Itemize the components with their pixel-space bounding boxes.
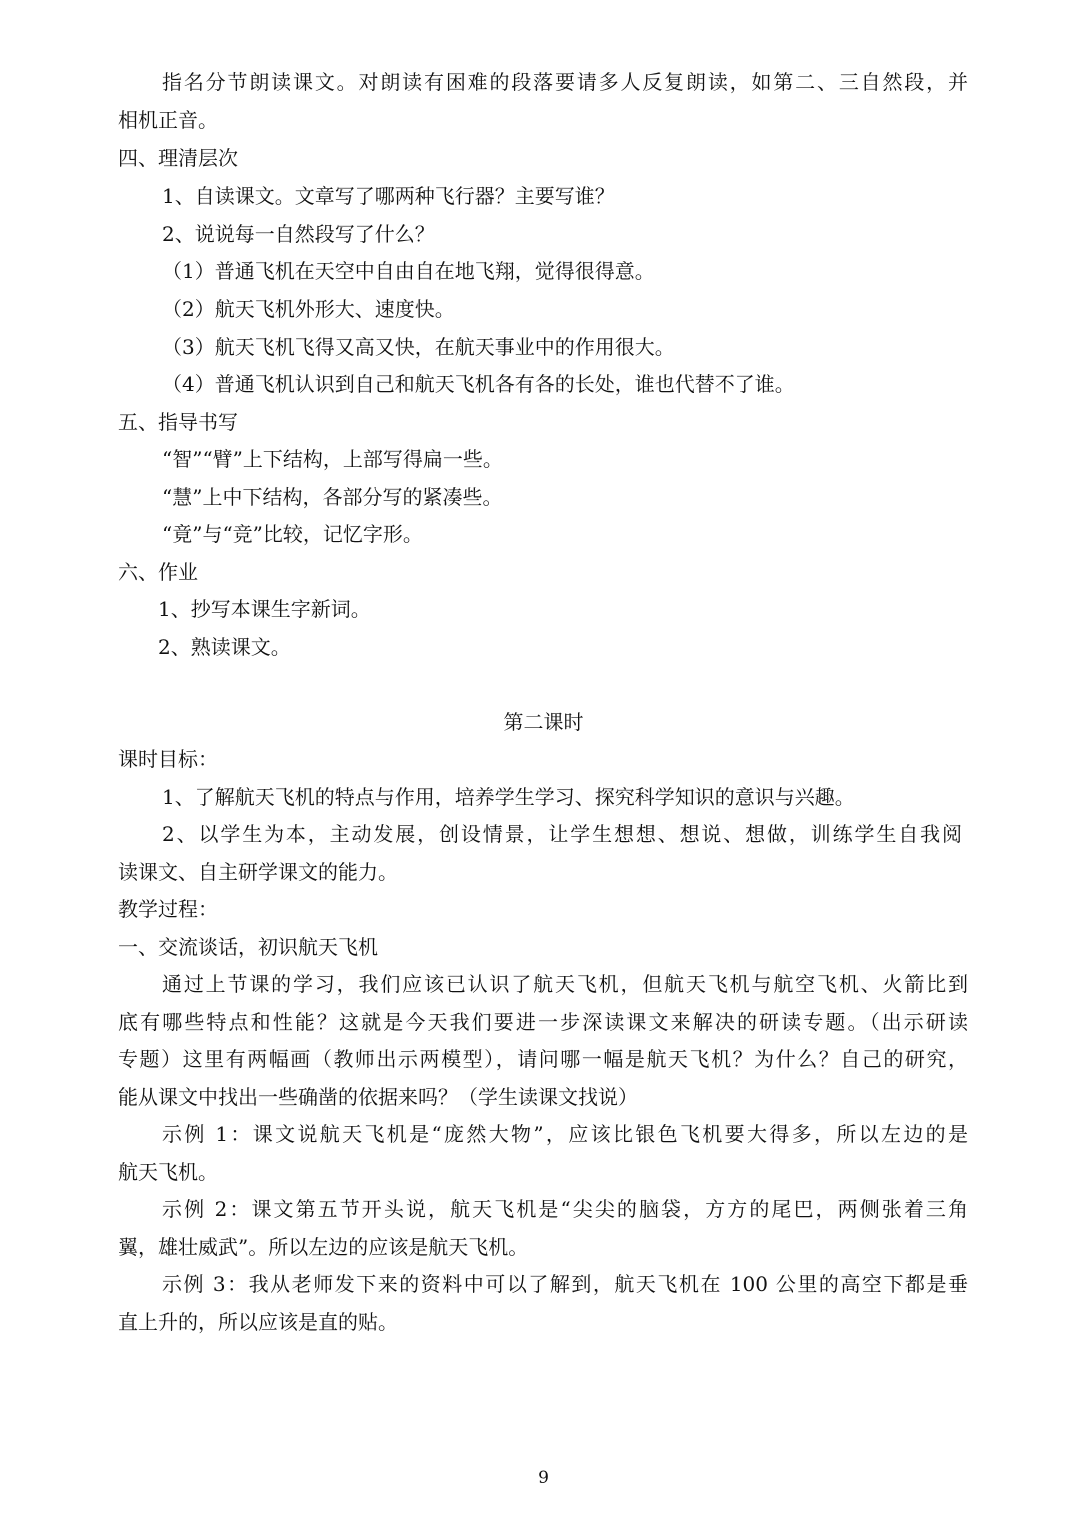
list-item: （3）航天飞机飞得又高又快，在航天事业中的作用很大。 [162,335,675,359]
section-heading-6: 六、作业 [118,560,198,584]
intro-line-1: 通过上节课的学习，我们应该已认识了航天飞机，但航天飞机与航空飞机、火箭比到 [162,972,968,996]
example-1-line-2: 航天飞机。 [118,1160,218,1184]
list-item: （4）普通飞机认识到自己和航天飞机各有各的长处，谁也代替不了谁。 [162,372,795,396]
section-heading-1: 一、交流谈话，初识航天飞机 [118,935,378,959]
intro-line-2: 底有哪些特点和性能？这就是今天我们要进一步深读课文来解决的研读专题。（出示研读 [118,1010,968,1034]
example-2-line-2: 翼，雄壮威武”。所以左边的应该是航天飞机。 [118,1235,529,1259]
process-label: 教学过程： [118,897,218,921]
goal-item-line-2: 读课文、自主研学课文的能力。 [118,860,398,884]
example-3-line-1: 示例 3：我从老师发下来的资料中可以了解到，航天飞机在 100 公里的高空下都是垂 [162,1272,968,1296]
intro-line-4: 能从课文中找出一些确凿的依据来吗？（学生读课文找说） [118,1085,638,1109]
list-item: “慧”上中下结构，各部分写的紧凑些。 [162,485,503,509]
example-3-line-2: 直上升的，所以应该是直的贴。 [118,1310,398,1334]
list-item: （2）航天飞机外形大、速度快。 [162,297,455,321]
page-number: 9 [538,1468,549,1488]
example-1-line-1: 示例 1：课文说航天飞机是“庞然大物”，应该比银色飞机要大得多，所以左边的是 [162,1122,968,1146]
list-item: 2、熟读课文。 [158,635,291,659]
goals-label: 课时目标： [118,747,218,771]
paragraph-read-line-2: 相机正音。 [118,108,218,132]
lesson-title: 第二课时 [503,710,584,734]
intro-line-3: 专题）这里有两幅画（教师出示两模型），请问哪一幅是航天飞机？为什么？自己的研究， [118,1047,968,1071]
example-2-line-1: 示例 2：课文第五节开头说，航天飞机是“尖尖的脑袋，方方的尾巴，两侧张着三角 [162,1197,968,1221]
list-item: “竟”与“竞”比较，记忆字形。 [162,522,423,546]
list-item: 1、抄写本课生字新词。 [158,597,371,621]
list-item: 2、说说每一自然段写了什么？ [162,222,435,246]
list-item: （1）普通飞机在天空中自由自在地飞翔，觉得很得意。 [162,259,655,283]
section-heading-4: 四、理清层次 [118,146,238,170]
list-item: 1、自读课文。文章写了哪两种飞行器？主要写谁？ [162,184,615,208]
goal-item: 1、了解航天飞机的特点与作用，培养学生学习、探究科学知识的意识与兴趣。 [162,785,855,809]
section-heading-5: 五、指导书写 [118,410,238,434]
list-item: “智”“臂”上下结构，上部写得扁一些。 [162,447,503,471]
paragraph-read-line-1: 指名分节朗读课文。对朗读有困难的段落要请多人反复朗读，如第二、三自然段，并 [162,70,968,94]
goal-item-line-1: 2、以学生为本，主动发展，创设情景，让学生想想、想说、想做，训练学生自我阅 [162,822,962,846]
